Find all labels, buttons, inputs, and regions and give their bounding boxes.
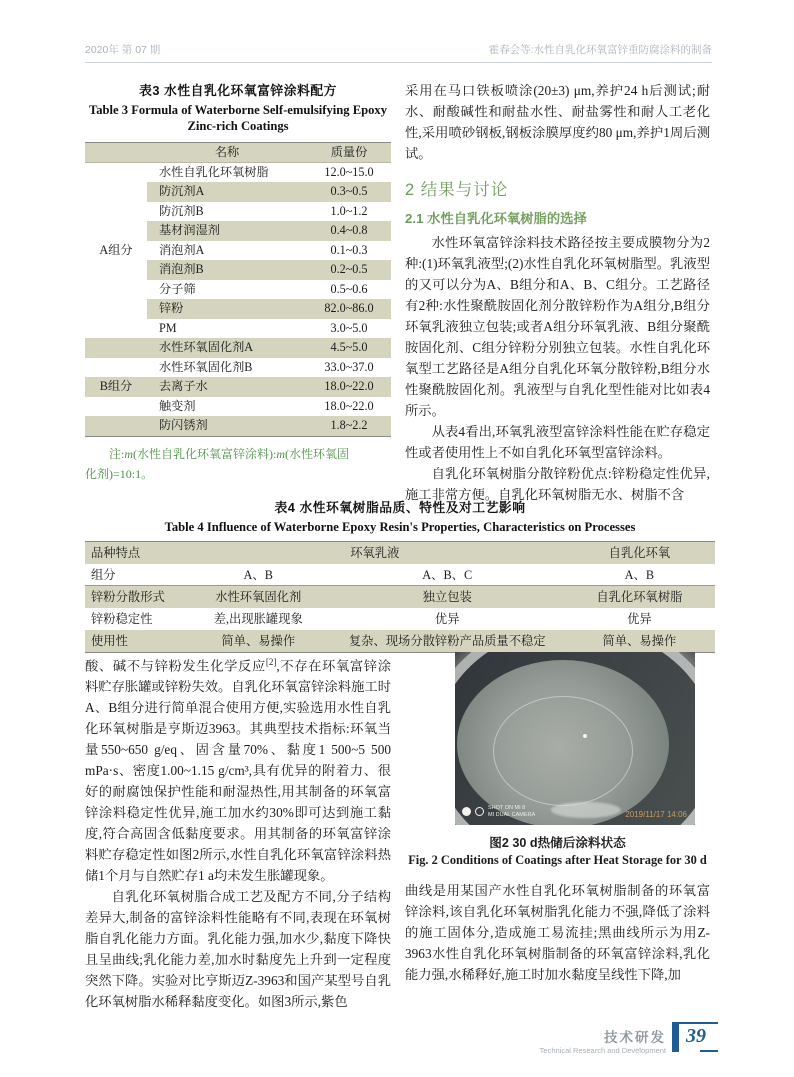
table3-group-cell: [85, 319, 147, 339]
table3-value-cell: 0.3~0.5: [307, 182, 391, 202]
table3-name-cell: 水性自乳化环氧树脂: [159, 164, 269, 179]
table3-group-cell: [85, 358, 147, 378]
table3-body: [85, 163, 391, 436]
paragraph-emulsify-ability: 自乳化环氧树脂合成工艺及配方不同,分子结构差异大,制备的富锌涂料性能略有不同,表现在环氧树脂自乳化能力方面。乳化能力强,加水少,黏度下降快且呈曲线;乳化能力差,加水时黏度先上升到一定程度突然下降。实验对比亨斯迈Z-3963和国产某型号自乳化环氧树脂水稀释黏度变化。如图3所示,紫色: [85, 889, 391, 1010]
table3-group-cell: [85, 397, 147, 417]
table3-row: [85, 338, 391, 358]
table3-row: [85, 416, 391, 436]
table3-header-row: [85, 143, 391, 163]
figure2-caption-en: Fig. 2 Conditions of Coatings after Heat Storage for 30 d: [408, 853, 707, 867]
table3-row: [85, 299, 391, 319]
paragraph-curves: 曲线是用某国产水性自乳化环氧树脂制备的环氧富锌涂料,该自乳化环氧树脂乳化能力不强,降低了涂料的施工固体分,造成施工易流挂;黑曲线所示为用Z-3963水性自乳化环氧树脂制备的环氧富锌涂料,乳化能力强,水稀释好,施工时加水黏度呈线性下降,加: [405, 883, 710, 982]
table3-name-cell: 防沉剂B: [159, 203, 204, 218]
table3-name-cell: 消泡剂A: [159, 242, 205, 257]
page-number-box: [672, 1022, 718, 1052]
table3-note-line2: 化剂)=10:1。: [85, 466, 154, 481]
table3-value-cell: 0.1~0.3: [330, 242, 368, 257]
table4-cell: 差,出现胀罐现象: [213, 612, 303, 626]
table3-group-cell: [85, 221, 147, 241]
issue-label: 2020年 第 07 期: [85, 44, 161, 56]
table4-cell: 锌粉稳定性: [91, 612, 153, 626]
page-footer: [540, 1022, 718, 1055]
table3-group-cell: [85, 202, 147, 222]
table4-cell: 自乳化环氧树脂: [596, 590, 683, 604]
running-title: 霍春会等:水性自乳化环氧富锌重防腐涂料的制备: [488, 44, 712, 56]
table3-name-cell: 分子筛: [159, 281, 196, 296]
table3-name-cell: 消泡剂B: [147, 260, 307, 280]
left-column-bottom: [85, 652, 391, 1012]
page-header: [85, 42, 712, 63]
table3-row: [85, 202, 391, 222]
table3: [85, 142, 391, 437]
table3-group-cell: [85, 280, 147, 300]
coating-gloss: [551, 802, 621, 818]
table3-group-cell: [85, 182, 147, 202]
table3-value-cell: 0.4~0.8: [307, 221, 391, 241]
table4-cell: A、B: [624, 568, 655, 582]
watermark-ring-icon: [475, 807, 484, 816]
table4-row: [85, 630, 715, 652]
table3-note: [85, 444, 391, 484]
table3-name-cell: 锌粉: [147, 299, 307, 319]
table4-cell: 优异: [434, 612, 460, 626]
table3-value-cell: 0.2~0.5: [307, 260, 391, 280]
citation-ref: [2]: [265, 657, 277, 667]
table3-group-cell: [85, 338, 147, 358]
table3-name-cell: 水性环氧固化剂B: [159, 359, 253, 374]
table3-row: [85, 221, 391, 241]
table3-value-cell: 0.5~0.6: [330, 281, 368, 296]
paragraph-resin-specs: 酸、碱不与锌粉发生化学反应[2],不存在环氧富锌涂料贮存胀罐或锌粉失效。自乳化环氧富锌涂料施工时A、B组分进行简单混合使用方便,实验选用水性自乳化环氧树脂是亨斯迈3963。其典型技术指标:环氧当量550~650 g/eq、固含量70%、黏度1 500~5 500 mPa·s、密度1.00~1.15 g/cm³,具有优异的附着力、很好的耐腐蚀保护性能和耐湿热性,用其制备的环氧富锌涂料稳定性优异,施工加水约30%即可达到施工黏度,符合高固含低黏度要求。用其制备的环氧富锌涂料贮存稳定性如图2所示,水性自乳化环氧富锌涂料热储1个月与自然贮存1 a均未发生胀罐现象。: [85, 657, 392, 884]
table3-value-cell: 1.0~1.2: [330, 203, 368, 218]
table3-caption-en: [85, 102, 391, 134]
table3-value-cell: 82.0~86.0: [307, 299, 391, 319]
table3-caption-en-line2: Zinc-rich Coatings: [187, 119, 289, 133]
table4-cell: 锌粉分散形式: [91, 590, 165, 604]
paragraph-routes: 水性环氧富锌涂料技术路径按主要成膜物分为2种:(1)环氧乳液型;(2)水性自乳化环氧树脂型。乳液型的又可以分为A、B组分和A、B、C组分。工艺路径有2种:水性聚酰胺固化剂分散锌粉作为A组分,B组分环氧乳液独立包装;或者A组分环氧乳液、B组分聚酰胺固化剂、C组分锌粉分别独立包装。水性自乳化环氧型工艺路径是A组分自乳化环氧分散锌粉,B组分水性聚酰胺固化剂。乳液型与自乳化型性能对比如表4所示。: [405, 235, 710, 418]
table4-body: [85, 564, 715, 652]
left-column-top: [85, 80, 391, 505]
table3-group-cell: [85, 416, 147, 436]
table3-group-cell: [85, 299, 147, 319]
paragraph-methods: 采用在马口铁板喷涂(20±3) μm,养护24 h后测试;耐水、耐酸碱性和耐盐水性、耐盐雾性和耐人工老化性,采用喷砂钢板,钢板涂膜厚度约80 μm,养护1周后测试。: [405, 83, 710, 161]
table4-header-col23: 环氧乳液: [350, 546, 400, 560]
table4-header-row: [85, 542, 715, 564]
table3-group-cell: A组分: [99, 242, 133, 257]
table3-value-cell: 18.0~22.0: [324, 398, 374, 413]
table4-cell: 使用性: [91, 634, 128, 648]
table3-group-cell: B组分: [85, 377, 147, 397]
table3-row: [85, 260, 391, 280]
table4: [85, 541, 715, 653]
footer-label-cn: 技术研发: [604, 1030, 666, 1045]
watermark-circle-icon: [462, 807, 471, 816]
table3-name-cell: 防沉剂A: [147, 182, 307, 202]
table3-group-cell: [85, 260, 147, 280]
table3-name-cell: 水性环氧固化剂A: [147, 338, 307, 358]
table4-cell: 水性环氧固化剂: [215, 590, 302, 604]
bottom-section: [85, 652, 710, 1012]
top-section: [85, 80, 710, 505]
table4-cell: 简单、易操作: [602, 634, 677, 648]
table3-row: [85, 319, 391, 339]
table3-name-cell: 防闪锈剂: [147, 416, 307, 436]
table4-caption-en: Table 4 Influence of Waterborne Epoxy Resin's Properties, Characteristics on Processes: [164, 520, 636, 534]
table3-row: [85, 377, 391, 397]
table3-caption-en-line1: Table 3 Formula of Waterborne Self-emulsifying Epoxy: [88, 103, 388, 117]
table4-cell: 简单、易操作: [221, 634, 296, 648]
table3-header-name: 名称: [214, 145, 240, 159]
paragraph-advantages: 自乳化环氧树脂分散锌粉优点:锌粉稳定性优异,施工非常方便。自乳化环氧树脂无水、树脂不含: [405, 466, 710, 502]
paragraph-comparison: 从表4看出,环氧乳液型富锌涂料性能在贮存稳定性或者使用性上不如自乳化环氧型富锌涂料。: [405, 424, 710, 460]
table3-row: [85, 182, 391, 202]
photo-date-stamp: 2019/11/17 14:06: [625, 810, 687, 819]
table3-row: [85, 358, 391, 378]
table3-name-cell: 触变剂: [159, 398, 196, 413]
figure2: [455, 652, 710, 825]
figure2-caption-cn: 图2 30 d热储后涂料状态: [489, 836, 626, 850]
table4-caption-cn: 表4 水性环氧树脂品质、特性及对工艺影响: [274, 500, 526, 515]
table4-section: [85, 497, 715, 653]
table4-cell: A、B: [243, 568, 273, 582]
table3-value-cell: 18.0~22.0: [307, 377, 391, 397]
table3-row: [85, 241, 391, 261]
table3-value-cell: 33.0~37.0: [324, 359, 374, 374]
camera-watermark: [462, 805, 535, 818]
table4-cell: 组分: [91, 568, 116, 582]
subsection-heading: 2.1 水性自乳化环氧树脂的选择: [405, 211, 587, 226]
section-heading: 2 结果与讨论: [405, 181, 509, 199]
table4-cell: 复杂、现场分散锌粉产品质量不稳定: [348, 634, 546, 648]
table3-group-cell: [85, 163, 147, 183]
table3-row: [85, 280, 391, 300]
table4-row: [85, 586, 715, 608]
table4-cell: A、B、C: [422, 568, 473, 582]
table3-row: [85, 163, 391, 183]
table3-header-value: 质量份: [330, 145, 368, 159]
table3-name-cell: 基材润湿剂: [147, 221, 307, 241]
table3-header-group: [85, 143, 147, 162]
table4-row: [85, 564, 715, 586]
coating-ring: [493, 696, 633, 806]
table3-row: [85, 397, 391, 417]
table3-value-cell: 3.0~5.0: [330, 320, 368, 335]
footer-section-label: [540, 1022, 666, 1055]
table3-name-cell: 去离子水: [147, 377, 307, 397]
table4-header-col1: 品种特点: [91, 546, 141, 560]
table4-row: [85, 608, 715, 630]
table3-caption-cn: 表3 水性自乳化环氧富锌涂料配方: [139, 83, 337, 98]
watermark-text: SHOT ON MI 8 MI DUAL CAMERA: [488, 805, 536, 818]
table4-header-col4: 自乳化环氧: [608, 546, 671, 560]
table3-value-cell: 4.5~5.0: [307, 338, 391, 358]
table3-value-cell: 1.8~2.2: [307, 416, 391, 436]
table4-cell: 独立包装: [422, 590, 472, 604]
right-column-top: [405, 80, 710, 505]
table3-value-cell: 12.0~15.0: [324, 164, 374, 179]
table3-name-cell: PM: [159, 320, 177, 335]
figure2-photo: [455, 652, 695, 825]
page-number: 39: [686, 1025, 706, 1047]
table3-note-line1: 注:m(水性自乳化环氧富锌涂料):m(水性环氧固: [109, 446, 350, 461]
table4-cell: 优异: [627, 612, 652, 626]
right-column-bottom: [405, 652, 710, 1012]
footer-label-en: Technical Research and Development: [539, 1046, 666, 1055]
highlight-dot: [583, 734, 587, 738]
